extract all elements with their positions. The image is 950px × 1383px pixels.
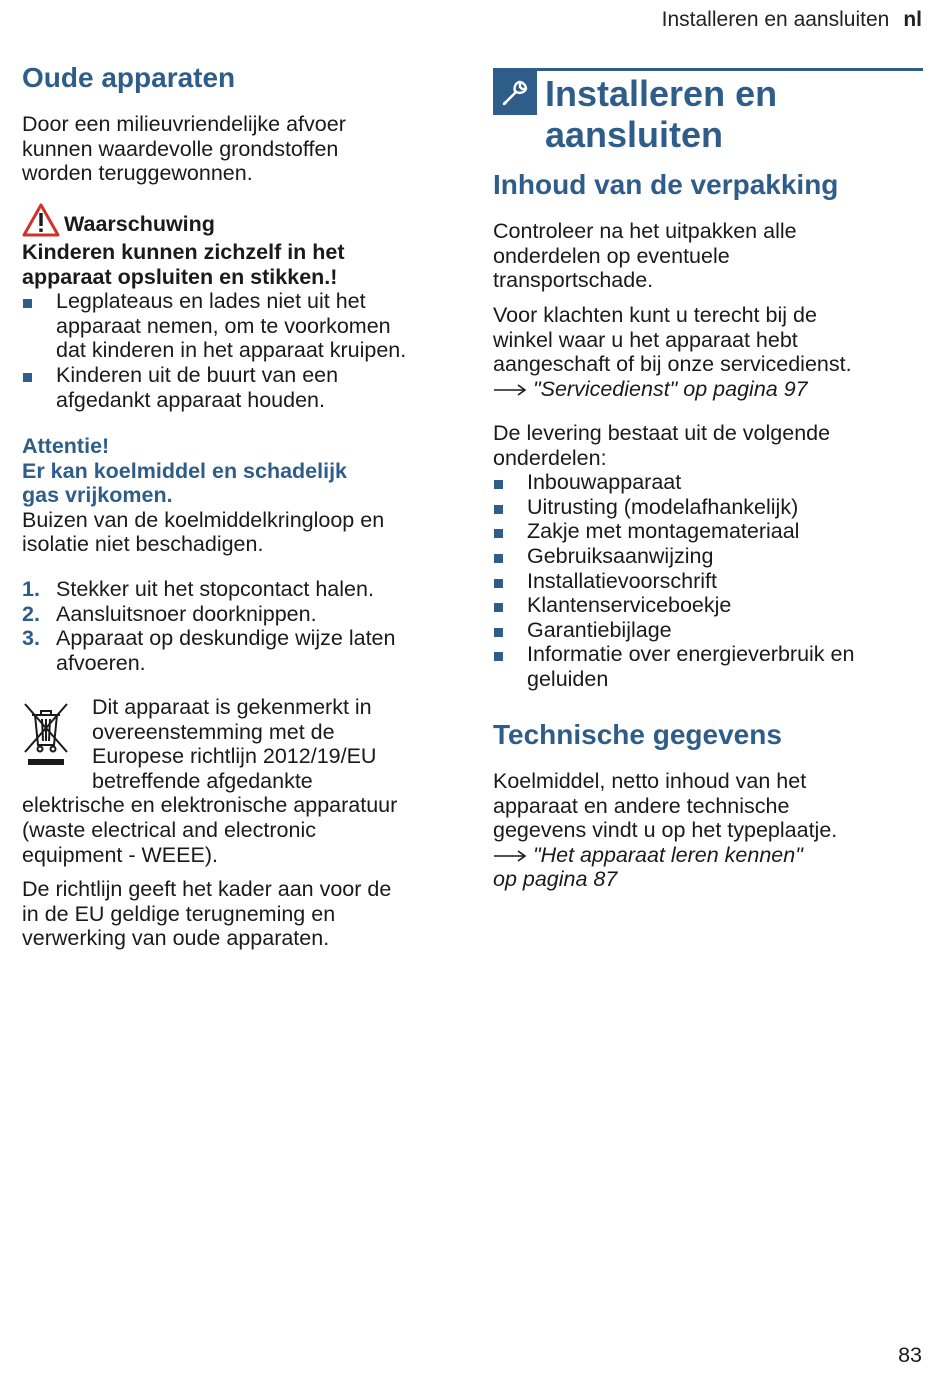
service-link[interactable]: "Servicedienst" op pagina 97 [493,377,923,402]
header-section: Installeren en aansluiten [661,8,890,31]
packaging-p3: De levering bestaat uit de volgende onderdelen: Inbouwapparaat Uitrusting (modelafhankelijk) Zakje met montagemateriaal Gebruiksaanwijzing Installatievoorschrift Klantenserviceboekje Garantiebijlage Informatie over energieverbruik en geluiden [493,421,923,692]
section-title-packaging: Inhoud van de verpakking [493,169,839,200]
list-item: Uitrusting (modelafhankelijk) [493,495,923,520]
section-title-technical: Technische gegevens [493,719,782,750]
list-item: Inbouwapparaat [493,470,923,495]
page-title: Installeren en aansluiten [545,73,778,155]
list-item: 2. Aansluitsnoer doorknippen. [22,601,317,626]
packaging-p2: Voor klachten kunt u terecht bij de winkel waar u het apparaat hebt aangeschaft of bij onze servicedienst. "Servicedienst" op pagina 97 [493,303,923,401]
warning-list [22,289,462,412]
appliance-link[interactable]: "Het apparaat leren kennen" [493,843,923,868]
disposal-steps [22,577,462,675]
list-item: Garantiebijlage [493,618,923,643]
crossed-bin-icon [22,699,70,767]
list-item: 1. Stekker uit het stopcontact halen. [22,577,374,601]
technical-paragraph: Koelmiddel, netto inhoud van het apparaat en andere technische gegevens vindt u op het typeplaatje. "Het apparaat leren kennen" op pagina 87 [493,769,923,892]
delivery-list [493,470,923,691]
warning-headline: Kinderen kunnen zichzelf in het apparaat opsluiten en stikken.! [22,240,345,289]
header-lang: nl [903,8,922,31]
list-item: Kinderen uit de buurt van een afgedankt apparaat houden. [22,363,462,412]
list-item: Installatievoorschrift [493,569,923,594]
warning-block [22,203,462,412]
warning-triangle-icon [22,203,60,237]
section-title-old-appliances: Oude apparaten [22,62,236,93]
list-item: Zakje met montagemateriaal [493,519,923,544]
packaging-p1: Controleer na het uitpakken alle onderdelen op eventuele transportschade. [493,219,797,293]
list-item: Gebruiksaanwijzing [493,544,923,569]
page-number: 83 [898,1343,922,1367]
arrow-right-icon [493,849,527,863]
list-item: 3. Apparaat op deskundige wijze laten afvoeren. [22,626,396,675]
running-header [662,8,922,32]
list-item: Legplateaus en lades niet uit het apparaat nemen, om te voorkomen dat kinderen in het apparaat kruipen. [22,289,462,363]
intro-paragraph: Door een milieuvriendelijke afvoer kunnen waardevolle grondstoffen worden teruggewonnen. [22,112,346,186]
arrow-right-icon [493,383,527,397]
attention-label: Attentie! [22,434,110,458]
closing-paragraph: De richtlijn geeft het kader aan voor de in de EU geldige terugneming en verwerking van oude apparaten. [22,877,392,951]
list-item: Klantenserviceboekje [493,593,923,618]
attention-block: Attentie! Er kan koelmiddel en schadelijk gas vrijkomen. Buizen van de koelmiddelkringloop en isolatie niet beschadigen. [22,434,385,557]
weee-block: Dit apparaat is gekenmerkt in overeenstemming met de Europese richtlijn 2012/19/EU betreffende afgedankte elektrische en elektronische apparatuur (waste electrical and electronic equipment - WEEE). [22,695,398,867]
wrench-icon [493,71,537,115]
title-rule [493,68,923,71]
warning-label: Waarschuwing [64,212,215,236]
list-item: Informatie over energieverbruik en geluiden [493,642,923,691]
